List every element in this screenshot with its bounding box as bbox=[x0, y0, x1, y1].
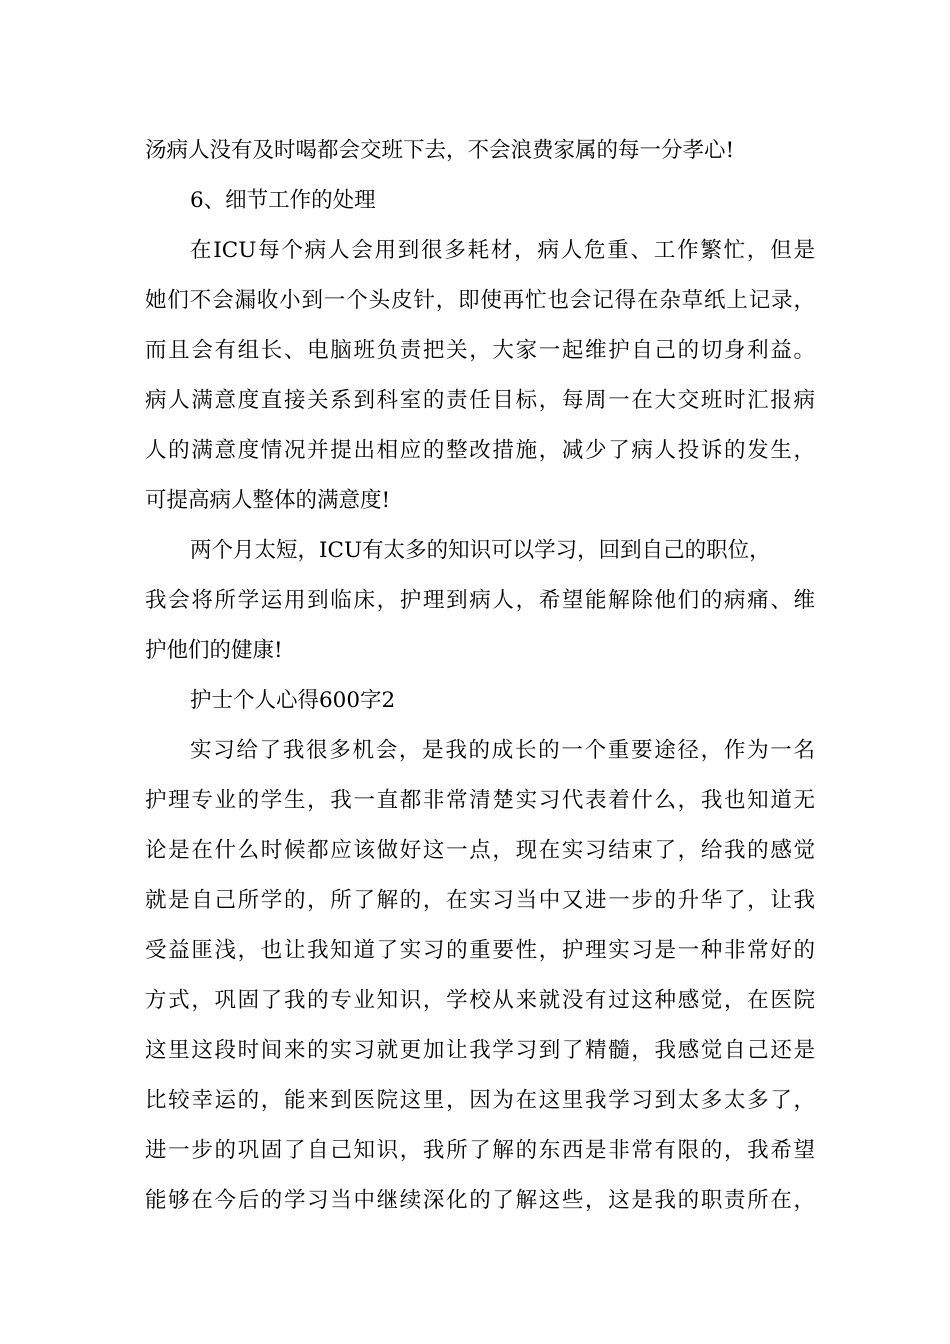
text-line: 人的满意度情况并提出相应的整改措施，减少了病人投诉的发生， bbox=[145, 438, 815, 463]
text-line: 方式，巩固了我的专业知识，学校从来就没有过这种感觉，在医院 bbox=[145, 988, 815, 1013]
text-line: 受益匪浅，也让我知道了实习的重要性，护理实习是一种非常好的 bbox=[145, 938, 815, 963]
section-heading: 6、细节工作的处理 bbox=[190, 188, 376, 213]
text-line: 实习给了我很多机会，是我的成长的一个重要途径，作为一名 bbox=[190, 738, 815, 763]
text-line: 护理专业的学生，我一直都非常清楚实习代表着什么，我也知道无 bbox=[145, 788, 815, 813]
text-line: 这里这段时间来的实习就更加让我学习到了精髓，我感觉自己还是 bbox=[145, 1038, 815, 1063]
text-line: 论是在什么时候都应该做好这一点，现在实习结束了，给我的感觉 bbox=[145, 838, 815, 863]
section-heading: 护士个人心得600字2 bbox=[190, 688, 396, 713]
text-line: 能够在今后的学习当中继续深化的了解这些，这是我的职责所在， bbox=[145, 1188, 815, 1213]
text-line: 比较幸运的，能来到医院这里，因为在这里我学习到太多太多了， bbox=[145, 1088, 815, 1113]
text-line: 她们不会漏收小到一个头皮针，即使再忙也会记得在杂草纸上记录， bbox=[145, 288, 815, 313]
text-line: 就是自己所学的，所了解的，在实习当中又进一步的升华了，让我 bbox=[145, 888, 815, 913]
text-line: 我会将所学运用到临床，护理到病人，希望能解除他们的病痛、维 bbox=[145, 588, 815, 613]
text-line: 病人满意度直接关系到科室的责任目标，每周一在大交班时汇报病 bbox=[145, 388, 815, 413]
text-line: 护他们的健康! bbox=[145, 638, 283, 663]
text-line: 在ICU每个病人会用到很多耗材，病人危重、工作繁忙，但是 bbox=[190, 238, 815, 263]
text-line: 可提高病人整体的满意度! bbox=[145, 488, 391, 513]
text-line: 进一步的巩固了自己知识，我所了解的东西是非常有限的，我希望 bbox=[145, 1138, 815, 1163]
text-line: 而且会有组长、电脑班负责把关，大家一起维护自己的切身利益。 bbox=[145, 338, 815, 363]
text-line: 两个月太短，ICU有太多的知识可以学习，回到自己的职位， bbox=[190, 538, 771, 563]
text-line: 汤病人没有及时喝都会交班下去，不会浪费家属的每一分孝心! bbox=[145, 138, 735, 163]
